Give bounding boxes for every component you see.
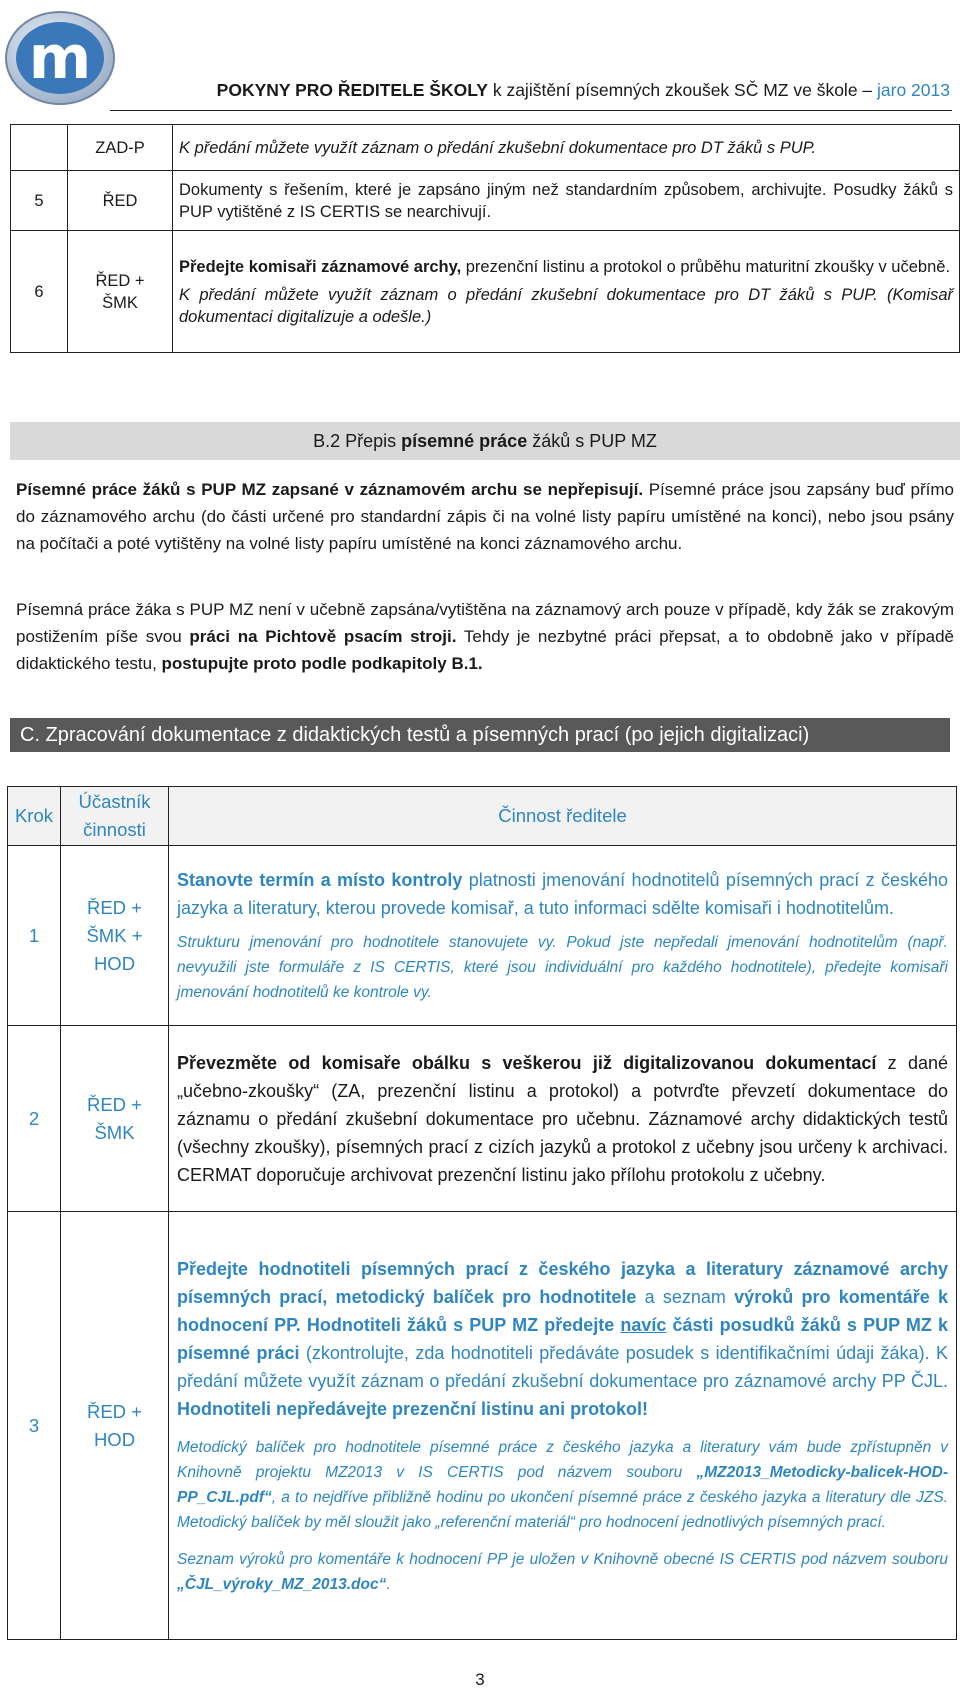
activity-note [177, 1547, 948, 1597]
activity-paragraph [179, 256, 953, 278]
participant-cell [61, 846, 169, 1026]
body-text: platnosti jmenování hodnotitelů písemných prací z českého jazyka a literatury, kterou provede komisař, a tuto informaci sdělte komisaři i hodnotitelům. [177, 870, 948, 918]
participant-cell [61, 1212, 169, 1640]
step-number-cell: 5 [11, 171, 68, 231]
header-krok: Krok [8, 787, 61, 846]
emphasis-text: části posudků žáků s PUP MZ k písemné práci [177, 1314, 948, 1363]
activity-cell [169, 1026, 957, 1212]
note-text: , a to nejdříve přibližně hodinu po ukončení písemné práce z českého jazyka a literatury dle JZS. Metodický balíček by měl sloužit jako „referenční materiál“ pro hodnocení jednotlivých písemných prací. [177, 1488, 948, 1531]
body-text: Písemné práce jsou zapsány buď přímo do záznamového archu (do části určené pro standardní zápis či na volné listy papíru umístěné na konci), nebo jsou psány na počítači a poté vytištěny na volné listy papíru umístěné na konci záznamového archu. [16, 480, 954, 553]
table-row [11, 171, 960, 231]
participant-line: ŠMK [102, 293, 138, 312]
emphasis-text: Písemné práce žáků s PUP MZ zapsané v záznamovém archu se nepřepisují. [16, 480, 644, 499]
emphasis-text: Hodnotiteli nepředávejte prezenční listinu ani protokol! [177, 1398, 649, 1419]
table-row [8, 1026, 957, 1212]
section-c-table [7, 786, 957, 1640]
header-line: činnosti [83, 819, 146, 840]
participant-line: HOD [93, 1428, 136, 1450]
note-text: Seznam výroků pro komentáře k hodnocení PP je uložen v Knihovně obecné IS CERTIS pod názvem souboru [177, 1550, 948, 1568]
file-name: „MZ2013_Metodicky-balicek-HOD-PP_CJL.pdf“ [177, 1463, 948, 1506]
participant-line: ŠMK [94, 1121, 135, 1143]
participant-cell: ZAD-P [68, 125, 173, 171]
activity-cell: Dokumenty s řešením, které je zapsáno jiným než standardním způsobem, archivujte. Posudky žáků s PUP vytištěné z IS CERTIS se nearchivují. [173, 171, 960, 231]
table-row [11, 125, 960, 171]
emphasis-text: postupujte proto podle podkapitoly B.1. [161, 654, 483, 673]
activity-paragraph [177, 1255, 948, 1423]
header-line: Účastník [78, 791, 151, 812]
steps-table-continued [10, 124, 960, 353]
step-number-cell: 1 [8, 846, 61, 1026]
step-number-cell: 2 [8, 1026, 61, 1212]
header-title-bold: POKYNY PRO ŘEDITELE ŠKOLY [216, 80, 488, 100]
body-text: a seznam [636, 1286, 735, 1307]
activity-cell [169, 846, 957, 1026]
participant-line: ŠMK + [86, 924, 143, 946]
emphasis-text: výroků pro komentáře k hodnocení PP. Hodnotiteli žáků s PUP MZ předejte [177, 1286, 948, 1335]
heading-text: žáků s PUP MZ [527, 431, 657, 451]
logo-icon [2, 6, 120, 106]
table-row [11, 231, 960, 353]
table-row [8, 846, 957, 1026]
step-number-cell: 6 [11, 231, 68, 353]
header-divider [110, 110, 952, 111]
document-header-title [150, 80, 950, 101]
emphasis-text: Stanovte termín a místo kontroly [177, 870, 463, 890]
participant-cell: ŘED [68, 171, 173, 231]
step-number-cell [11, 125, 68, 171]
logo [2, 6, 120, 106]
underlined-emphasis: navíc [620, 1314, 667, 1335]
body-text: z dané „učebno-zkoušky“ (ZA, prezenční listinu a protokol) a potvrďte převzetí dokumentace do záznamu o předání zkušební dokumentace pro učebnu. Záznamové archy didaktických testů (všechny zkoušky), písemných prací z cizích jazyků a protokol z učebny jsou určeny k archivaci. CERMAT doporučuje archivovat prezenční listinu jako přílohu protokolu z učebny. [177, 1052, 948, 1185]
step-number-cell: 3 [8, 1212, 61, 1640]
body-text: Tehdy je nezbytné práci přepsat, a to obdobně jako v případě didaktického testu, [16, 627, 955, 673]
file-name: „ČJL_výroky_MZ_2013.doc“ [177, 1575, 387, 1593]
body-text: prezenční listinu a protokol o průběhu maturitní zkoušky v učebně. [461, 257, 951, 276]
activity-cell [173, 231, 960, 353]
note-text: Metodický balíček pro hodnotitele písemné práce z českého jazyka a literatury vám bude zpřístupněn v Knihovně projektu MZ2013 v IS CERTIS pod názvem souboru [177, 1438, 948, 1481]
activity-paragraph [177, 866, 948, 922]
body-text: Písemná práce žáka s PUP MZ není v učebně zapsána/vytištěna na záznamový arch pouze v případě, kdy žák se zrakovým postižením píše svou [16, 600, 954, 646]
section-b2-heading [10, 422, 960, 460]
page-number: 3 [475, 1670, 485, 1689]
emphasis-text: Převezměte od komisaře obálku s veškerou již digitalizovanou dokumentací [177, 1052, 877, 1073]
participant-line: ŘED + [86, 896, 142, 918]
table-header-row [8, 787, 957, 846]
header-ucastnik [61, 787, 169, 846]
activity-note [177, 1435, 948, 1535]
section-c-heading: C. Zpracování dokumentace z didaktických testů a písemných prací (po jejich digitalizaci) [10, 718, 950, 752]
table-row [8, 1212, 957, 1640]
header-title-year: jaro 2013 [877, 80, 950, 100]
activity-cell [169, 1212, 957, 1640]
emphasis-text: práci na Pichtově psacím stroji. [189, 627, 457, 646]
body-text: (zkontrolujte, zda hodnotiteli předáváte posudek s identifikačními údaji žáka). K předání můžete využít záznam o předání zkušební dokumentace pro záznamové archy PP ČJL. [177, 1342, 948, 1391]
participant-line: ŘED + [86, 1400, 142, 1422]
activity-note: Strukturu jmenování pro hodnotitele stanovujete vy. Pokud jste nepředali jmenování hodnotitelům (např. nevyužili jste formuláře z IS CERTIS, které jsou individuální pro každého hodnotitele), předejte komisaři jmenování hodnotitelů ke kontrole vy. [177, 934, 948, 1001]
activity-note: K předání můžete využít záznam o předání zkušební dokumentace pro DT žáků s PUP. (Komisař dokumentaci digitalizuje a odešle.) [179, 285, 953, 326]
participant-cell [68, 231, 173, 353]
heading-bold-text: písemné práce [401, 431, 528, 451]
participant-cell [61, 1026, 169, 1212]
note-text: . [386, 1575, 391, 1593]
section-b2-paragraph-2 [16, 596, 954, 677]
activity-cell: K předání můžete využít záznam o předání zkušební dokumentace pro DT žáků s PUP. [173, 125, 960, 171]
section-b2-paragraph-1 [16, 476, 954, 557]
participant-line: HOD [93, 952, 136, 974]
emphasis-text: Předejte hodnotiteli písemných prací z českého jazyka a literatury záznamové archy písemných prací, metodický balíček pro hodnotitele [177, 1258, 948, 1307]
header-cinnost: Činnost ředitele [169, 787, 957, 846]
heading-text: B.2 Přepis [313, 431, 402, 451]
participant-line: ŘED + [95, 271, 145, 290]
emphasis-text: Předejte komisaři záznamové archy, [179, 257, 462, 276]
participant-line: ŘED + [86, 1093, 142, 1115]
logo-letter: m [28, 23, 92, 93]
header-title-mid: k zajištění písemných zkoušek SČ MZ ve škole – [487, 80, 878, 100]
